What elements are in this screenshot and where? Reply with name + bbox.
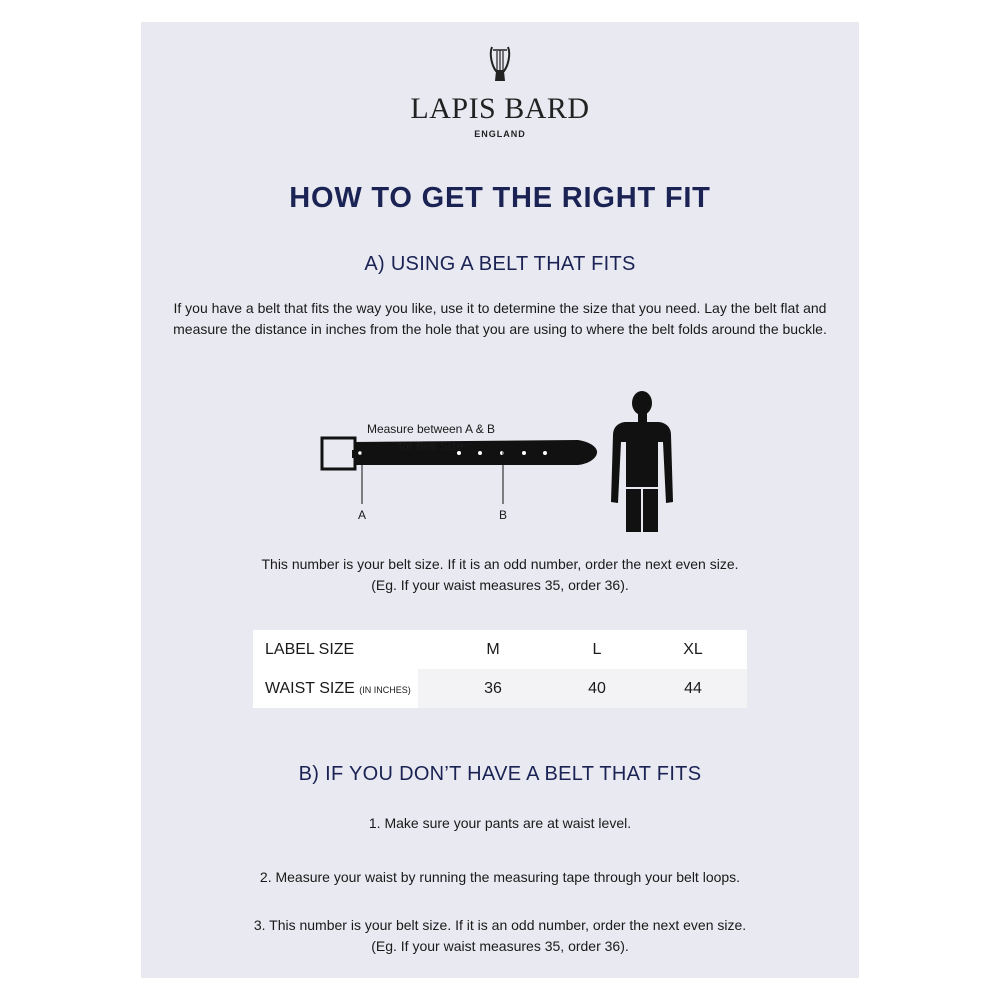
- label-size-header: LABEL SIZE: [265, 641, 355, 658]
- section-a-intro: [141, 298, 859, 340]
- belt-measure-diagram: [141, 362, 859, 532]
- section-a-heading: A) USING A BELT THAT FITS: [364, 253, 636, 275]
- intro-line-1: If you have a belt that fits the way you like, use it to determine the size that you need. Lay the belt flat and: [173, 300, 827, 316]
- waist-size-cell: 36: [484, 680, 502, 697]
- step-2: 2. Measure your waist by running the measuring tape through your belt loops.: [259, 869, 741, 885]
- brand-name: LAPIS BARD: [410, 92, 590, 125]
- label-size-cell: XL: [683, 641, 703, 658]
- table-row: [253, 669, 747, 708]
- section-a-note: [141, 554, 859, 596]
- marker-a-label: A: [357, 508, 367, 522]
- brand-country: ENGLAND: [474, 129, 526, 139]
- waist-size-header: [253, 669, 418, 708]
- diagram-caption-line-1: Measure between A & B: [366, 422, 496, 436]
- step-1: 1. Make sure your pants are at waist level.: [368, 815, 632, 831]
- note-line-2: (Eg. If your waist measures 35, order 36).: [371, 577, 629, 593]
- intro-line-2: measure the distance in inches from the hole that you are using to where the belt folds around the buckle.: [173, 321, 827, 337]
- waist-size-label: WAIST SIZE: [265, 680, 355, 697]
- lyre-icon: [487, 44, 513, 84]
- page-title: HOW TO GET THE RIGHT FIT: [289, 182, 711, 214]
- step-3-line-1: 3. This number is your belt size. If it is an odd number, order the next even size.: [253, 917, 747, 933]
- waist-size-cell: 40: [588, 680, 606, 697]
- human-silhouette-icon: [611, 391, 673, 532]
- waist-size-cell: 44: [684, 680, 702, 697]
- size-guide-panel: [141, 22, 859, 978]
- waist-size-unit: (IN INCHES): [359, 685, 411, 695]
- section-b-heading: B) IF YOU DON’T HAVE A BELT THAT FITS: [298, 763, 702, 785]
- diagram-caption-line-2: for Belt Size: [398, 439, 464, 453]
- size-chart-table: [253, 630, 747, 708]
- step-3-line-2: (Eg. If your waist measures 35, order 36).: [371, 938, 629, 954]
- label-size-cell: M: [486, 641, 500, 658]
- table-row: [253, 630, 747, 669]
- marker-b-label: B: [498, 508, 508, 522]
- note-line-1: This number is your belt size. If it is an odd number, order the next even size.: [261, 556, 739, 572]
- label-size-cell: L: [592, 641, 602, 658]
- step-3: [141, 915, 859, 957]
